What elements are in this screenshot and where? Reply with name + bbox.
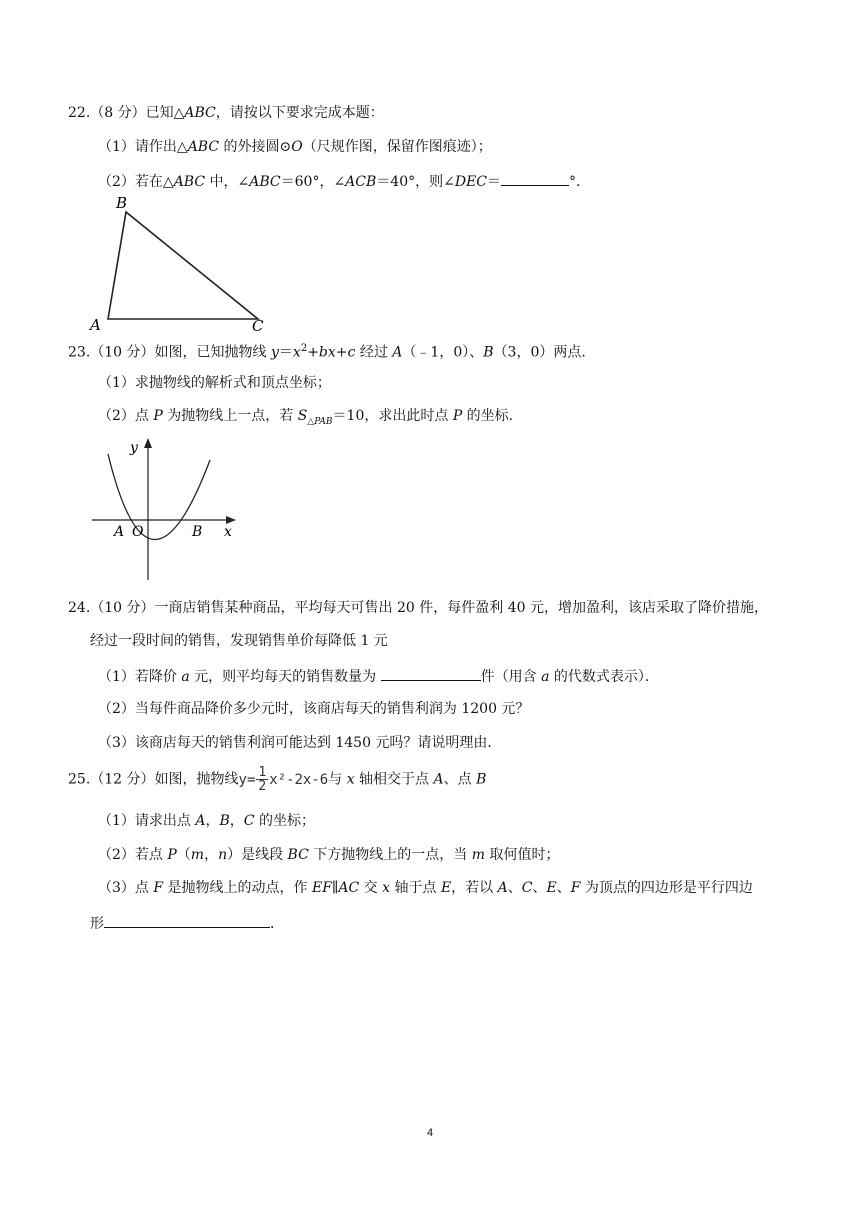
q22-part1: （1）请作出△ABC 的外接圆⊙O（尺规作图，保留作图痕迹）；	[98, 139, 492, 155]
page-number: 4	[426, 1127, 434, 1139]
triangle-abc	[108, 212, 258, 319]
q25-part3-cont: 形 ．	[90, 913, 284, 933]
y-axis-arrow	[144, 438, 152, 448]
label-C: C	[252, 317, 264, 335]
q25-stem: 25.（12 分）如图，抛物线y= $\frac{1}{2}$ x²-2x-6与 x 轴相交于点 A、点 B	[68, 765, 487, 794]
q24-stem-line2: 经过一段时间的销售，发现销售单价每降低 1 元	[90, 633, 388, 649]
q23-part1: （1）求抛物线的解析式和顶点坐标；	[98, 375, 331, 391]
answer-blank	[501, 171, 569, 186]
label-B: B	[116, 194, 128, 212]
triangle-abc-figure	[86, 192, 276, 336]
label-O: O	[132, 524, 144, 540]
label-x: x	[224, 524, 232, 540]
q22-stem: 22.（8 分）已知△ABC，请按以下要求完成本题：	[68, 105, 384, 121]
parabola-figure	[90, 434, 250, 586]
q23-part2: （2）点 P 为抛物线上一点，若 $S_{\triangle PAB}=10$，求出此时点 P 的坐标．	[98, 408, 523, 427]
x-axis-arrow	[226, 516, 236, 524]
q24-part1: （1）若降价 a 元，则平均每天的销售数量为 件（用含 a 的代数式表示）．	[98, 666, 659, 686]
q23-stem: 23.（10 分）如图，已知抛物线 $y=x^2+bx+c$ 经过 A（﹣1，0）、B（3，0）两点．	[68, 343, 596, 361]
q22-part2: （2）若在△ABC 中，∠ABC＝60°，∠ACB＝40°，则∠DEC＝ °．	[98, 171, 590, 191]
label-A: A	[114, 524, 125, 540]
q25-part2: （2）若点 P（m，n）是线段 BC 下方抛物线上的一点，当 m 取何值时；	[98, 847, 560, 863]
label-y: y	[130, 440, 138, 456]
q25-part3: （3）点 F 是抛物线上的动点，作 EF∥AC 交 x 轴于点 E，若以 A、C、E、F 为顶点的四边形是平行四边	[98, 880, 753, 896]
answer-blank	[381, 666, 481, 681]
q24-stem-line1: 24.（10 分）一商店销售某种商品，平均每天可售出 20 件，每件盈利 40 元，增加盈利，该店采取了降价措施，	[68, 600, 768, 616]
label-B: B	[192, 524, 203, 540]
label-A: A	[90, 316, 101, 334]
parabola-equation: y= $\frac{1}{2}$ x²-2x-6	[238, 765, 329, 794]
answer-blank	[104, 913, 270, 928]
q24-part3: （3）该商店每天的销售利润可能达到 1450 元吗？请说明理由．	[98, 735, 502, 751]
q25-part1: （1）请求出点 A，B，C 的坐标；	[98, 813, 315, 829]
q24-part2: （2）当每件商品降价多少元时，该商店每天的销售利润为 1200 元？	[98, 701, 530, 717]
